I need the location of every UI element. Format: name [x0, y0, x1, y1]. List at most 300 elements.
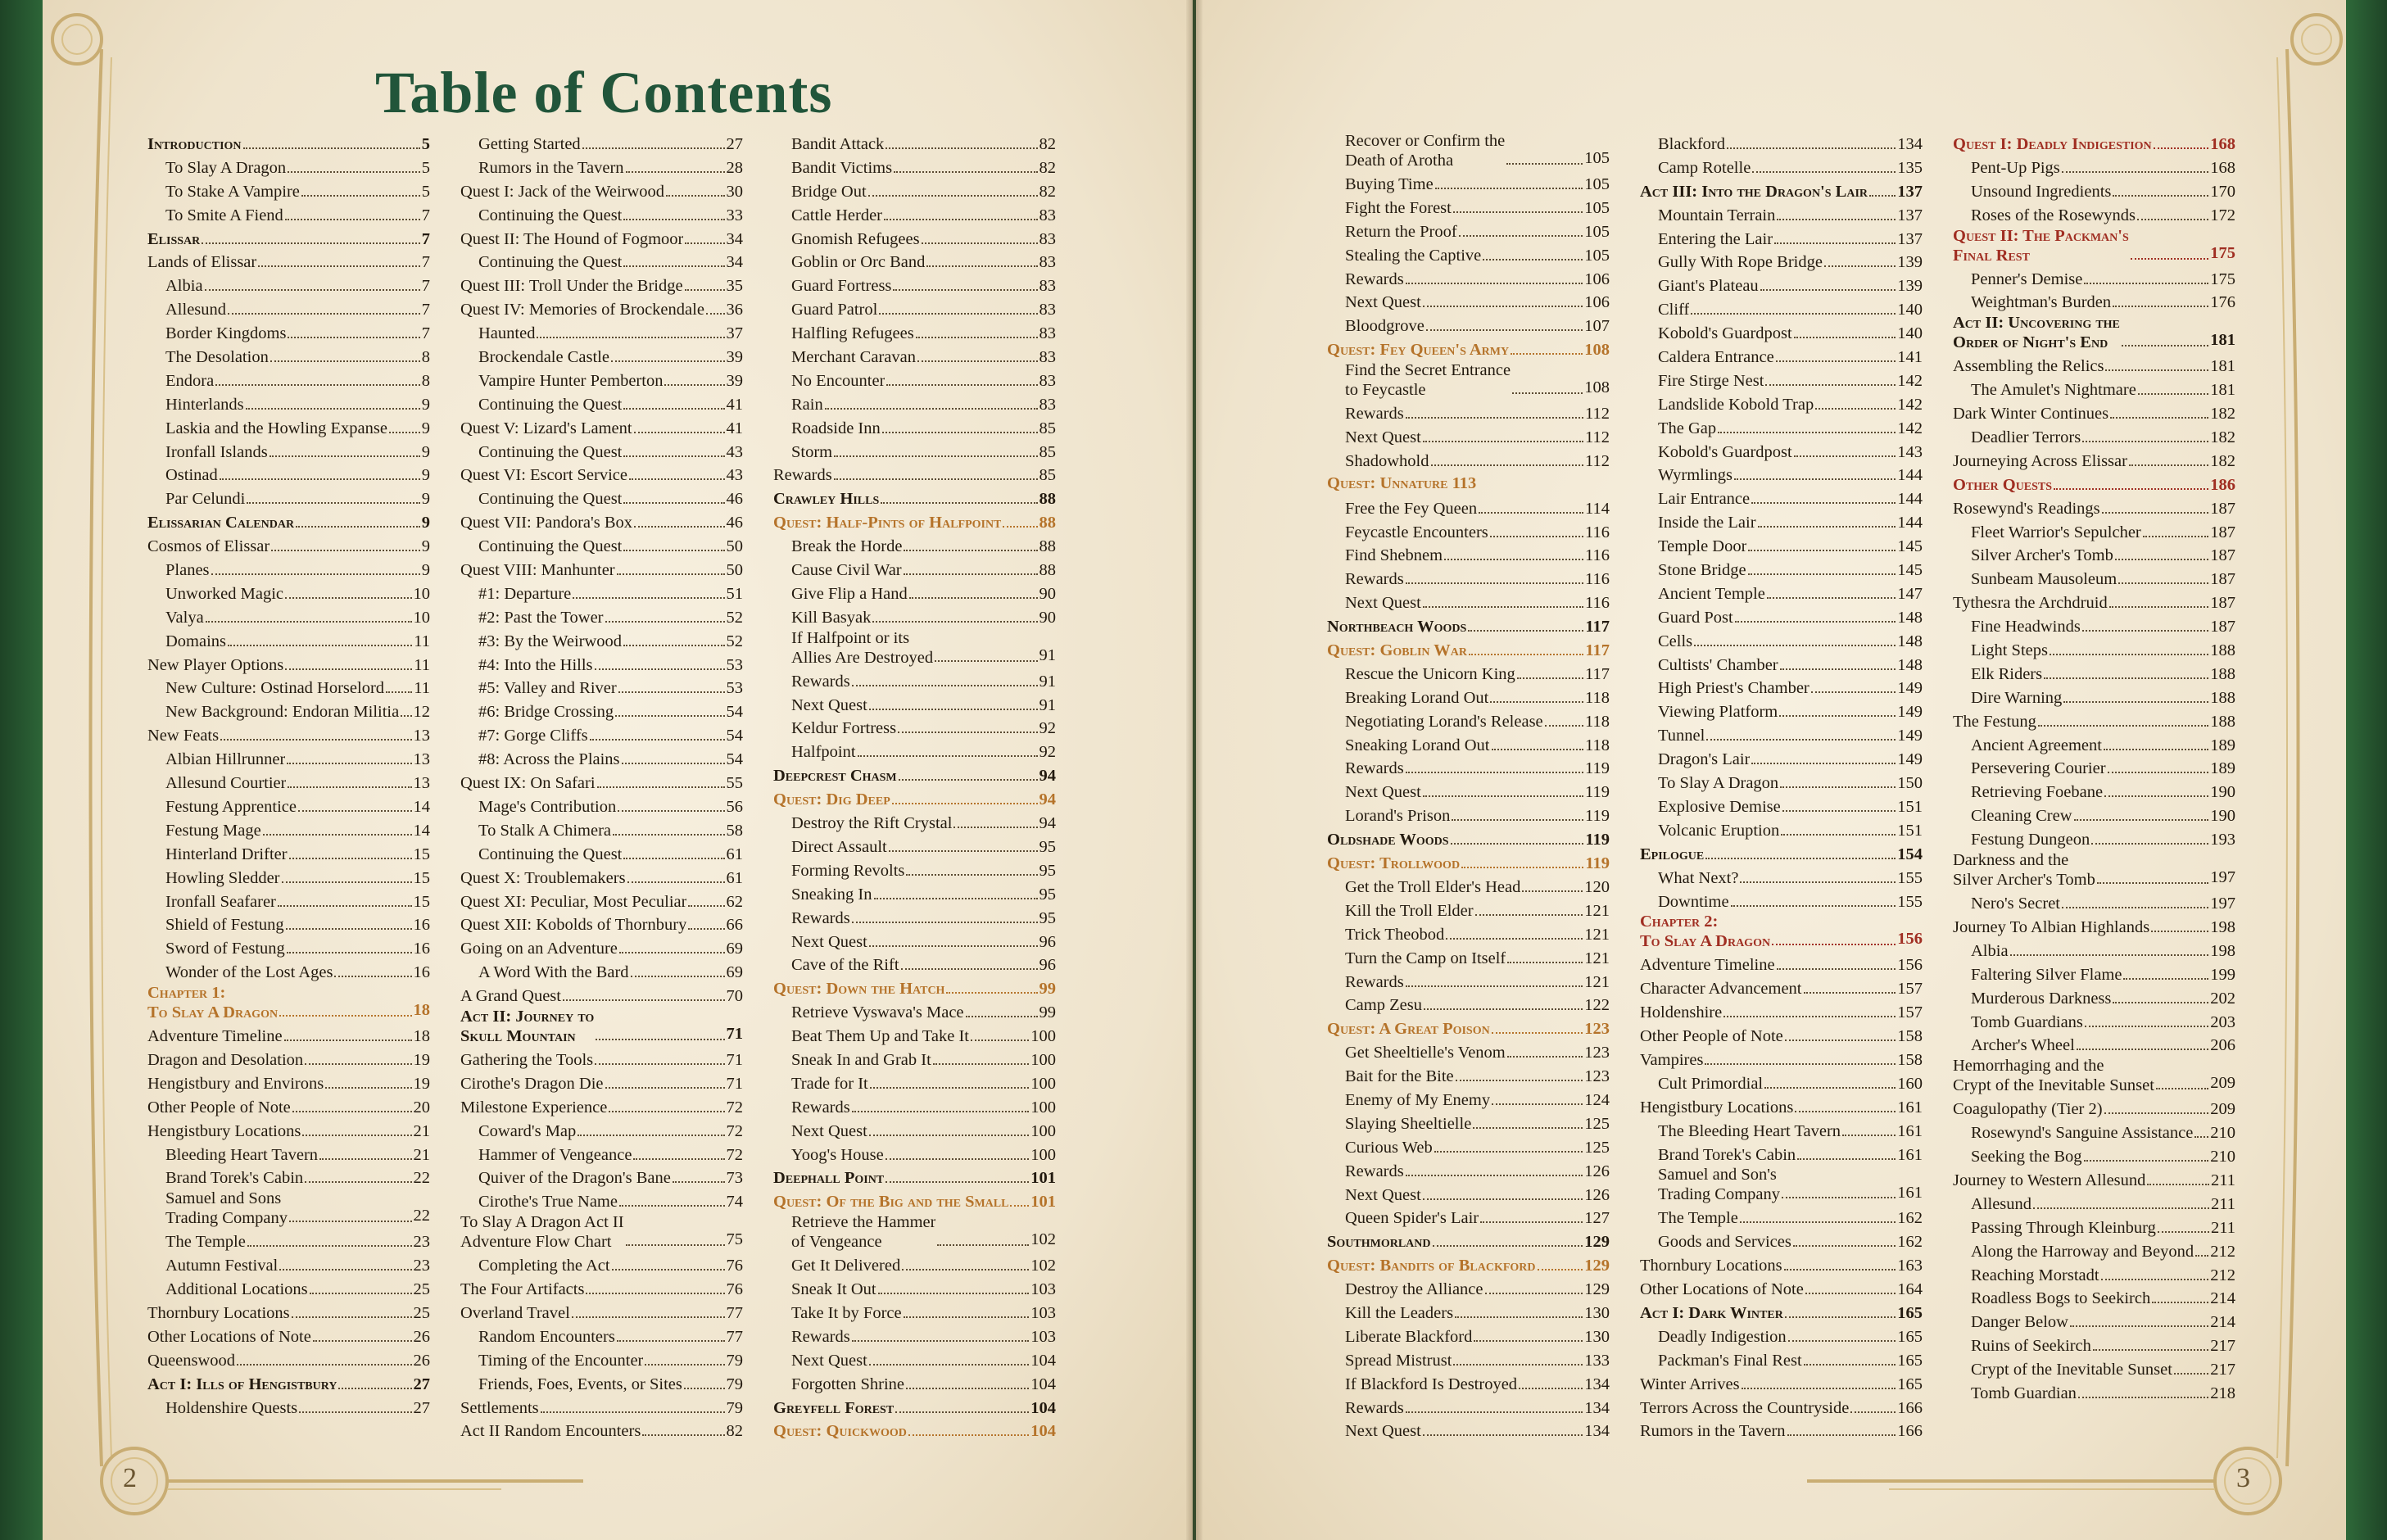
toc-entry[interactable] [460, 795, 743, 819]
toc-entry[interactable] [773, 694, 1056, 718]
toc-entry[interactable] [1640, 1001, 1923, 1025]
toc-entry[interactable] [1327, 197, 1610, 220]
toc-entry[interactable] [1640, 393, 1923, 417]
toc-entry[interactable] [460, 913, 743, 937]
toc-entry[interactable] [1327, 544, 1610, 568]
toc-entry[interactable] [1953, 497, 2235, 521]
toc-entry[interactable] [1327, 710, 1610, 734]
toc-entry[interactable] [1953, 591, 2235, 615]
toc-entry[interactable] [773, 1373, 1056, 1397]
toc-entry[interactable] [773, 764, 1056, 788]
toc-entry[interactable] [773, 1096, 1056, 1120]
toc-entry[interactable] [773, 907, 1056, 931]
toc-entry[interactable] [460, 772, 743, 795]
toc-entry[interactable] [773, 369, 1056, 393]
toc-entry[interactable] [1640, 867, 1923, 890]
toc-entry[interactable] [460, 1120, 743, 1144]
toc-entry[interactable] [1640, 1325, 1923, 1349]
toc-entry[interactable] [460, 1397, 743, 1420]
toc-entry[interactable] [1640, 346, 1923, 369]
toc-entry[interactable] [773, 322, 1056, 346]
toc-entry[interactable] [1327, 828, 1610, 852]
toc-entry[interactable] [147, 441, 430, 464]
toc-entry[interactable] [1640, 1349, 1923, 1373]
toc-entry[interactable] [1327, 639, 1610, 663]
toc-entry[interactable] [1327, 1397, 1610, 1420]
toc-entry[interactable] [147, 654, 430, 677]
toc-entry[interactable] [773, 836, 1056, 859]
toc-entry[interactable] [773, 1049, 1056, 1072]
toc-entry[interactable] [1327, 734, 1610, 758]
toc-entry[interactable] [773, 1214, 1056, 1254]
toc-entry[interactable] [1327, 568, 1610, 591]
toc-entry[interactable] [1640, 1230, 1923, 1254]
toc-entry[interactable] [1953, 781, 2235, 804]
toc-entry[interactable] [1327, 1349, 1610, 1373]
toc-entry[interactable] [1953, 473, 2235, 497]
toc-entry[interactable] [147, 890, 430, 914]
toc-entry[interactable] [460, 156, 743, 180]
toc-entry[interactable] [1640, 843, 1923, 867]
toc-entry[interactable] [1327, 804, 1610, 828]
toc-entry[interactable] [773, 1144, 1056, 1167]
toc-entry[interactable] [1953, 180, 2235, 204]
toc-entry[interactable] [1640, 977, 1923, 1001]
toc-entry[interactable] [460, 1349, 743, 1373]
toc-entry[interactable] [1327, 473, 1610, 497]
toc-entry[interactable] [147, 487, 430, 511]
toc-entry[interactable] [147, 1120, 430, 1144]
toc-entry[interactable] [773, 1349, 1056, 1373]
toc-entry[interactable] [1953, 1358, 2235, 1382]
toc-entry[interactable] [1327, 781, 1610, 804]
toc-entry[interactable] [1953, 639, 2235, 663]
toc-entry[interactable] [147, 677, 430, 700]
toc-entry[interactable] [460, 677, 743, 700]
toc-entry[interactable] [773, 1254, 1056, 1278]
toc-entry[interactable] [1953, 1311, 2235, 1334]
toc-entry[interactable] [1327, 497, 1610, 521]
toc-entry[interactable] [460, 487, 743, 511]
toc-entry[interactable] [1640, 559, 1923, 582]
toc-entry[interactable] [147, 251, 430, 274]
toc-entry[interactable] [147, 464, 430, 487]
toc-entry[interactable] [773, 274, 1056, 298]
toc-entry[interactable] [1327, 1112, 1610, 1136]
toc-entry[interactable] [147, 1302, 430, 1325]
toc-entry[interactable] [1640, 953, 1923, 977]
toc-entry[interactable] [773, 441, 1056, 464]
toc-entry[interactable] [460, 1373, 743, 1397]
toc-entry[interactable] [460, 369, 743, 393]
toc-entry[interactable] [460, 1302, 743, 1325]
toc-entry[interactable] [1640, 369, 1923, 393]
toc-entry[interactable] [147, 1325, 430, 1349]
toc-entry[interactable] [147, 1349, 430, 1373]
toc-entry[interactable] [1640, 487, 1923, 511]
toc-entry[interactable] [147, 795, 430, 819]
toc-entry[interactable] [1953, 402, 2235, 426]
toc-entry[interactable] [773, 1420, 1056, 1443]
toc-entry[interactable] [147, 1254, 430, 1278]
toc-entry[interactable] [1327, 1373, 1610, 1397]
toc-entry[interactable] [773, 1302, 1056, 1325]
toc-entry[interactable] [460, 346, 743, 369]
toc-entry[interactable] [1640, 1373, 1923, 1397]
toc-entry[interactable] [773, 156, 1056, 180]
toc-entry[interactable] [147, 1049, 430, 1072]
toc-entry[interactable] [1327, 591, 1610, 615]
toc-entry[interactable] [460, 251, 743, 274]
toc-entry[interactable] [460, 393, 743, 417]
toc-entry[interactable] [460, 1420, 743, 1443]
toc-entry[interactable] [147, 724, 430, 748]
toc-entry[interactable] [460, 274, 743, 298]
toc-entry[interactable] [460, 1190, 743, 1214]
toc-entry[interactable] [1640, 322, 1923, 346]
toc-entry[interactable] [1327, 663, 1610, 686]
toc-entry[interactable] [460, 606, 743, 630]
toc-entry[interactable] [147, 180, 430, 204]
toc-entry[interactable] [460, 464, 743, 487]
toc-entry[interactable] [1953, 1011, 2235, 1035]
toc-entry[interactable] [1640, 274, 1923, 298]
toc-entry[interactable] [147, 700, 430, 724]
toc-entry[interactable] [1640, 464, 1923, 487]
toc-entry[interactable] [460, 985, 743, 1008]
toc-entry[interactable] [460, 1254, 743, 1278]
toc-entry[interactable] [147, 559, 430, 582]
toc-entry[interactable] [1953, 1287, 2235, 1311]
toc-entry[interactable] [460, 322, 743, 346]
toc-entry[interactable] [1640, 772, 1923, 795]
toc-entry[interactable] [773, 582, 1056, 606]
toc-entry[interactable] [460, 559, 743, 582]
toc-entry[interactable] [1953, 228, 2235, 268]
toc-entry[interactable] [1640, 606, 1923, 630]
toc-entry[interactable] [1327, 1207, 1610, 1230]
toc-entry[interactable] [147, 1190, 430, 1230]
toc-entry[interactable] [1640, 298, 1923, 322]
toc-entry[interactable] [460, 535, 743, 559]
toc-entry[interactable] [1327, 876, 1610, 899]
toc-entry[interactable] [1327, 899, 1610, 923]
toc-entry[interactable] [1953, 1264, 2235, 1288]
toc-entry[interactable] [147, 606, 430, 630]
toc-entry[interactable] [773, 670, 1056, 694]
toc-entry[interactable] [1327, 852, 1610, 876]
toc-entry[interactable] [1953, 156, 2235, 180]
toc-entry[interactable] [460, 1214, 743, 1254]
toc-entry[interactable] [773, 393, 1056, 417]
toc-entry[interactable] [460, 1072, 743, 1096]
toc-entry[interactable] [460, 700, 743, 724]
toc-entry[interactable] [147, 393, 430, 417]
toc-entry[interactable] [1640, 251, 1923, 274]
toc-entry[interactable] [147, 511, 430, 535]
toc-entry[interactable] [1953, 1058, 2235, 1098]
toc-entry[interactable] [773, 1166, 1056, 1190]
toc-entry[interactable] [773, 1072, 1056, 1096]
toc-entry[interactable] [1953, 568, 2235, 591]
toc-entry[interactable] [1327, 268, 1610, 292]
toc-entry[interactable] [1327, 426, 1610, 450]
toc-entry[interactable] [460, 937, 743, 961]
toc-entry[interactable] [1327, 315, 1610, 338]
toc-entry[interactable] [1327, 402, 1610, 426]
toc-entry[interactable] [1640, 582, 1923, 606]
toc-entry[interactable] [147, 1144, 430, 1167]
toc-entry[interactable] [460, 511, 743, 535]
toc-entry[interactable] [460, 1325, 743, 1349]
toc-entry[interactable] [773, 511, 1056, 535]
toc-entry[interactable] [1640, 1397, 1923, 1420]
toc-entry[interactable] [773, 417, 1056, 441]
toc-entry[interactable] [773, 346, 1056, 369]
toc-entry[interactable] [773, 859, 1056, 883]
toc-entry[interactable] [1327, 173, 1610, 197]
toc-entry[interactable] [147, 322, 430, 346]
toc-entry[interactable] [1640, 890, 1923, 914]
toc-entry[interactable] [1953, 892, 2235, 916]
toc-entry[interactable] [773, 1025, 1056, 1049]
toc-entry[interactable] [773, 204, 1056, 228]
toc-entry[interactable] [773, 741, 1056, 764]
toc-entry[interactable] [1640, 677, 1923, 700]
toc-entry[interactable] [773, 1325, 1056, 1349]
toc-entry[interactable] [147, 913, 430, 937]
toc-entry[interactable] [1327, 1325, 1610, 1349]
toc-entry[interactable] [773, 717, 1056, 741]
toc-entry[interactable] [1953, 1034, 2235, 1058]
toc-entry[interactable] [773, 133, 1056, 156]
toc-entry[interactable] [1953, 378, 2235, 402]
toc-entry[interactable] [773, 559, 1056, 582]
toc-entry[interactable] [147, 748, 430, 772]
toc-entry[interactable] [460, 630, 743, 654]
toc-entry[interactable] [147, 298, 430, 322]
toc-entry[interactable] [1953, 757, 2235, 781]
toc-entry[interactable] [1953, 686, 2235, 710]
toc-entry[interactable] [1953, 804, 2235, 828]
toc-entry[interactable] [147, 535, 430, 559]
toc-entry[interactable] [1640, 228, 1923, 251]
toc-entry[interactable] [460, 1278, 743, 1302]
toc-entry[interactable] [773, 1120, 1056, 1144]
toc-entry[interactable] [1327, 1065, 1610, 1089]
toc-entry[interactable] [460, 867, 743, 890]
toc-entry[interactable] [147, 133, 430, 156]
toc-entry[interactable] [460, 582, 743, 606]
toc-entry[interactable] [1640, 1144, 1923, 1167]
toc-entry[interactable] [773, 487, 1056, 511]
toc-entry[interactable] [1640, 204, 1923, 228]
toc-entry[interactable] [1953, 852, 2235, 892]
toc-entry[interactable] [773, 1001, 1056, 1025]
toc-entry[interactable] [1640, 417, 1923, 441]
toc-entry[interactable] [1327, 923, 1610, 947]
toc-entry[interactable] [773, 788, 1056, 812]
toc-entry[interactable] [1327, 450, 1610, 473]
toc-entry[interactable] [1640, 156, 1923, 180]
toc-entry[interactable] [460, 819, 743, 843]
toc-entry[interactable] [1327, 615, 1610, 639]
toc-entry[interactable] [1953, 521, 2235, 545]
toc-entry[interactable] [1953, 315, 2235, 355]
toc-entry[interactable] [147, 1166, 430, 1190]
toc-entry[interactable] [1640, 1278, 1923, 1302]
toc-entry[interactable] [1640, 795, 1923, 819]
toc-entry[interactable] [773, 1190, 1056, 1214]
toc-entry[interactable] [1327, 291, 1610, 315]
toc-entry[interactable] [1640, 535, 1923, 559]
toc-entry[interactable] [147, 1096, 430, 1120]
toc-entry[interactable] [1640, 1254, 1923, 1278]
toc-entry[interactable] [1953, 133, 2235, 156]
toc-entry[interactable] [1327, 244, 1610, 268]
toc-entry[interactable] [1327, 1254, 1610, 1278]
toc-entry[interactable] [147, 417, 430, 441]
toc-entry[interactable] [1953, 204, 2235, 228]
toc-entry[interactable] [773, 977, 1056, 1001]
toc-entry[interactable] [773, 1397, 1056, 1420]
toc-entry[interactable] [147, 1025, 430, 1049]
toc-entry[interactable] [147, 274, 430, 298]
toc-entry[interactable] [1953, 734, 2235, 758]
toc-entry[interactable] [460, 417, 743, 441]
toc-entry[interactable] [773, 535, 1056, 559]
toc-entry[interactable] [1640, 511, 1923, 535]
toc-entry[interactable] [147, 1072, 430, 1096]
toc-entry[interactable] [147, 985, 430, 1025]
toc-entry[interactable] [460, 1096, 743, 1120]
toc-entry[interactable] [1640, 1420, 1923, 1443]
toc-entry[interactable] [1640, 819, 1923, 843]
toc-entry[interactable] [1953, 940, 2235, 963]
toc-entry[interactable] [460, 180, 743, 204]
toc-entry[interactable] [1327, 133, 1610, 173]
toc-entry[interactable] [1953, 615, 2235, 639]
toc-entry[interactable] [147, 772, 430, 795]
toc-entry[interactable] [773, 1278, 1056, 1302]
toc-entry[interactable] [1640, 180, 1923, 204]
toc-entry[interactable] [773, 251, 1056, 274]
toc-entry[interactable] [147, 156, 430, 180]
toc-entry[interactable] [147, 346, 430, 369]
toc-entry[interactable] [1953, 916, 2235, 940]
toc-entry[interactable] [773, 953, 1056, 977]
toc-entry[interactable] [1640, 1166, 1923, 1207]
toc-entry[interactable] [1327, 220, 1610, 244]
toc-entry[interactable] [1327, 947, 1610, 971]
toc-entry[interactable] [1953, 1121, 2235, 1145]
toc-entry[interactable] [147, 937, 430, 961]
toc-entry[interactable] [1327, 994, 1610, 1017]
toc-entry[interactable] [1953, 544, 2235, 568]
toc-entry[interactable] [460, 654, 743, 677]
toc-entry[interactable] [460, 890, 743, 914]
toc-entry[interactable] [773, 630, 1056, 670]
toc-entry[interactable] [147, 369, 430, 393]
toc-entry[interactable] [460, 298, 743, 322]
toc-entry[interactable] [1953, 1098, 2235, 1121]
toc-entry[interactable] [1953, 426, 2235, 450]
toc-entry[interactable] [460, 961, 743, 985]
toc-entry[interactable] [147, 582, 430, 606]
toc-entry[interactable] [147, 630, 430, 654]
toc-entry[interactable] [460, 724, 743, 748]
toc-entry[interactable] [460, 748, 743, 772]
toc-entry[interactable] [1327, 1420, 1610, 1443]
toc-entry[interactable] [1327, 1136, 1610, 1160]
toc-entry[interactable] [773, 298, 1056, 322]
toc-entry[interactable] [1327, 338, 1610, 362]
toc-entry[interactable] [147, 204, 430, 228]
toc-entry[interactable] [1953, 1240, 2235, 1264]
toc-entry[interactable] [1327, 1089, 1610, 1112]
toc-entry[interactable] [460, 1008, 743, 1049]
toc-entry[interactable] [147, 843, 430, 867]
toc-entry[interactable] [1640, 1302, 1923, 1325]
toc-entry[interactable] [1640, 654, 1923, 677]
toc-entry[interactable] [1953, 828, 2235, 852]
toc-entry[interactable] [1327, 971, 1610, 994]
toc-entry[interactable] [147, 1278, 430, 1302]
toc-entry[interactable] [460, 1144, 743, 1167]
toc-entry[interactable] [1640, 724, 1923, 748]
toc-entry[interactable] [1327, 1160, 1610, 1184]
toc-entry[interactable] [460, 228, 743, 251]
toc-entry[interactable] [460, 1166, 743, 1190]
toc-entry[interactable] [1953, 1169, 2235, 1193]
toc-entry[interactable] [1953, 1193, 2235, 1216]
toc-entry[interactable] [1640, 1049, 1923, 1072]
toc-entry[interactable] [773, 228, 1056, 251]
toc-entry[interactable] [1640, 748, 1923, 772]
toc-entry[interactable] [1953, 1334, 2235, 1358]
toc-entry[interactable] [1640, 630, 1923, 654]
toc-entry[interactable] [1327, 521, 1610, 545]
toc-entry[interactable] [773, 606, 1056, 630]
toc-entry[interactable] [1953, 268, 2235, 292]
toc-entry[interactable] [773, 464, 1056, 487]
toc-entry[interactable] [1327, 1041, 1610, 1065]
toc-entry[interactable] [460, 843, 743, 867]
toc-entry[interactable] [1640, 1120, 1923, 1144]
toc-entry[interactable] [1953, 291, 2235, 315]
toc-entry[interactable] [1640, 1096, 1923, 1120]
toc-entry[interactable] [1953, 355, 2235, 378]
toc-entry[interactable] [1640, 700, 1923, 724]
toc-entry[interactable] [1953, 1216, 2235, 1240]
toc-entry[interactable] [1953, 450, 2235, 473]
toc-entry[interactable] [460, 1049, 743, 1072]
toc-entry[interactable] [1327, 1230, 1610, 1254]
toc-entry[interactable] [1327, 362, 1610, 402]
toc-entry[interactable] [1327, 1278, 1610, 1302]
toc-entry[interactable] [460, 441, 743, 464]
toc-entry[interactable] [773, 180, 1056, 204]
toc-entry[interactable] [1640, 441, 1923, 464]
toc-entry[interactable] [1640, 1025, 1923, 1049]
toc-entry[interactable] [773, 931, 1056, 954]
toc-entry[interactable] [1953, 987, 2235, 1011]
toc-entry[interactable] [1327, 1184, 1610, 1207]
toc-entry[interactable] [1953, 663, 2235, 686]
toc-entry[interactable] [1640, 1072, 1923, 1096]
toc-entry[interactable] [147, 961, 430, 985]
toc-entry[interactable] [773, 812, 1056, 836]
